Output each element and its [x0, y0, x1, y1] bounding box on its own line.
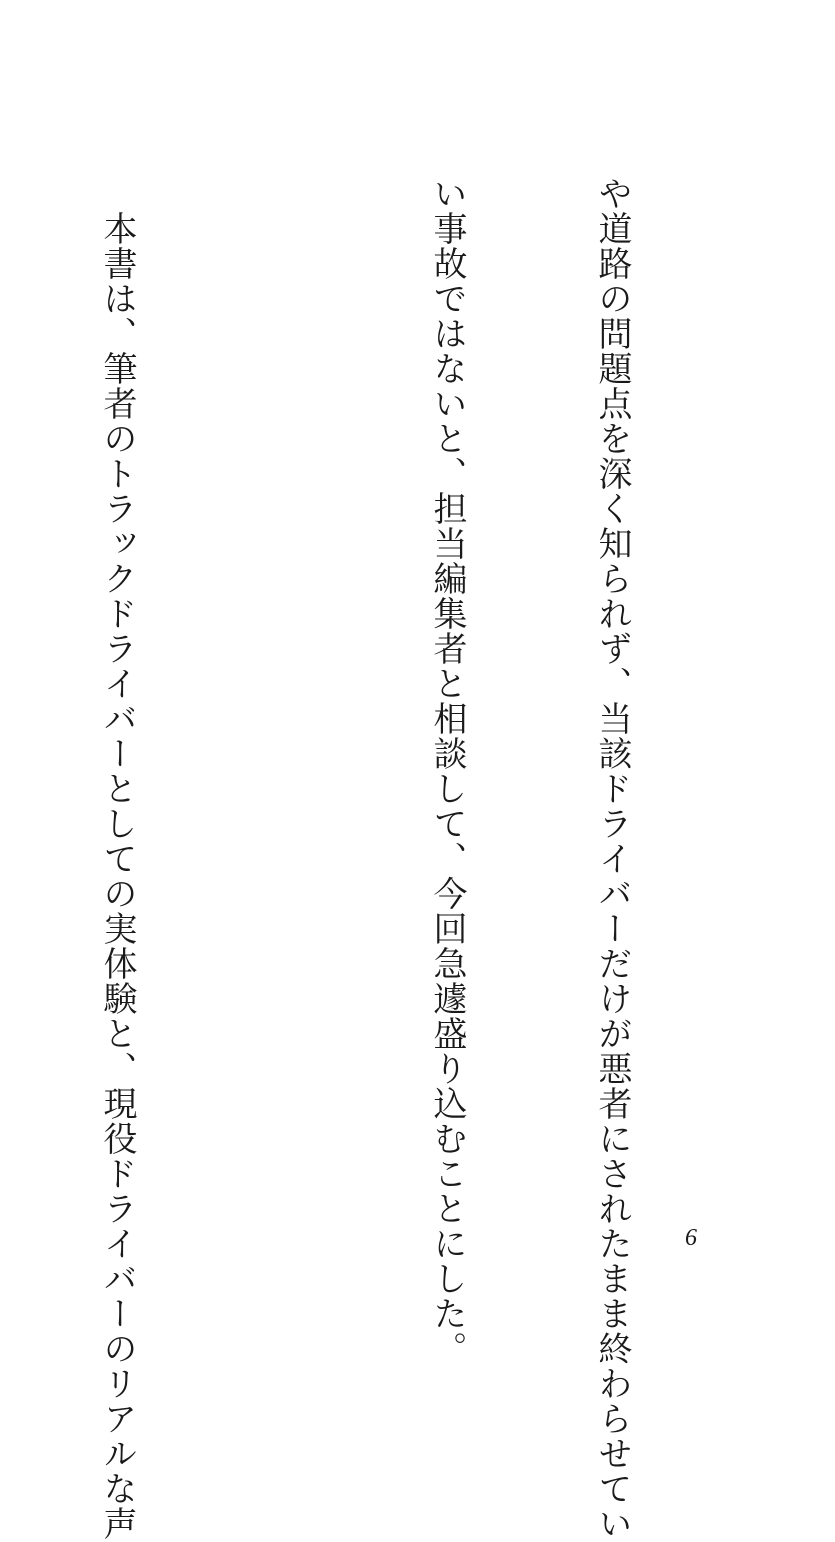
paragraph-gap: [254, 176, 309, 1188]
page-number: 6: [685, 1225, 697, 1251]
text-column: 本書は、筆者のトラックドライバーとしての実体験と、現役ドライバーのリアルな声: [97, 176, 137, 1541]
text-column: や道路の問題点を深く知られず、当該ドライバーだけが悪者にされたまま終わらせてい: [592, 176, 632, 1541]
body-text: [0, 176, 749, 1541]
text-column: い事故ではないと、担当編集者と相談して、今回急遽盛り込むことにした。: [427, 176, 467, 1366]
